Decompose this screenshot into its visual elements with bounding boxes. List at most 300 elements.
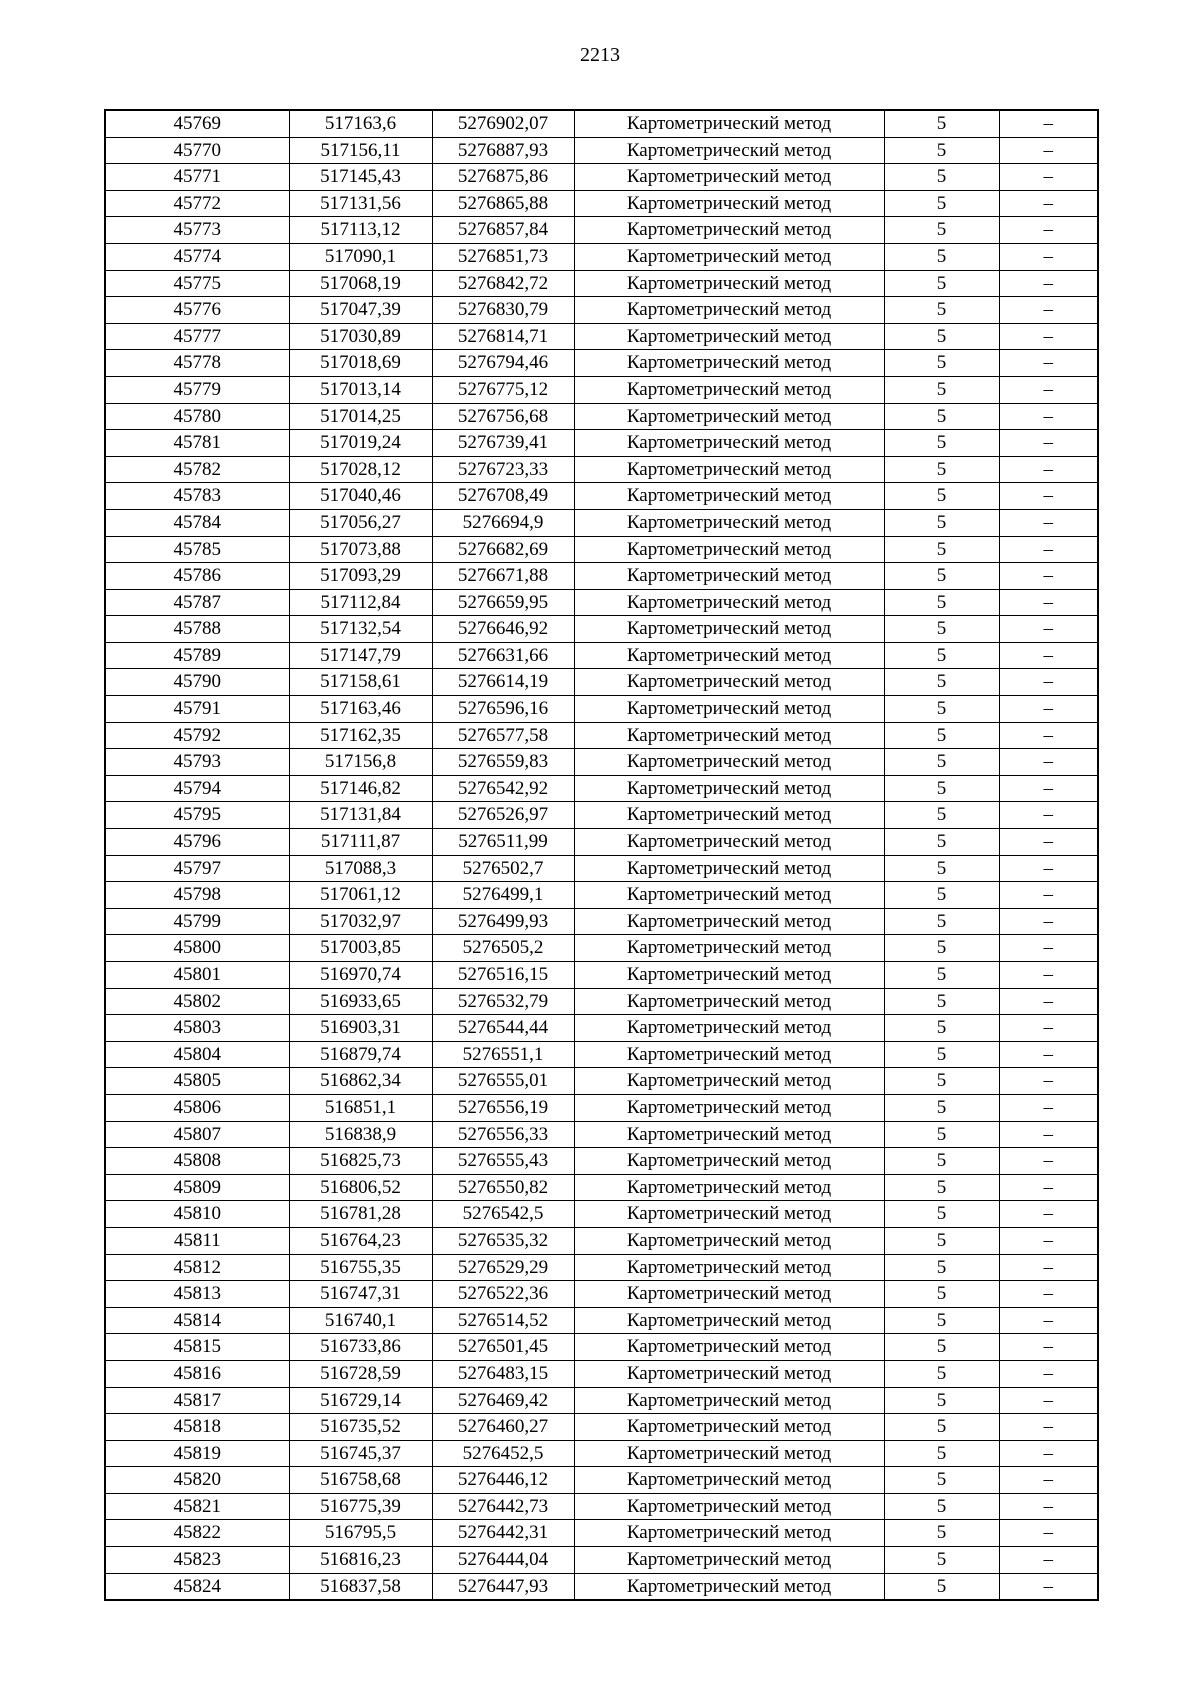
x-coordinate-cell: 517156,8 bbox=[289, 749, 432, 776]
y-coordinate-cell: 5276902,07 bbox=[432, 110, 574, 137]
point-number-cell: 45776 bbox=[105, 297, 289, 324]
accuracy-cell: 5 bbox=[884, 1041, 999, 1068]
point-number-cell: 45787 bbox=[105, 589, 289, 616]
accuracy-cell: 5 bbox=[884, 1334, 999, 1361]
note-cell: – bbox=[999, 775, 1098, 802]
note-cell: – bbox=[999, 270, 1098, 297]
accuracy-cell: 5 bbox=[884, 882, 999, 909]
table-row bbox=[105, 1068, 1098, 1095]
x-coordinate-cell: 517028,12 bbox=[289, 456, 432, 483]
accuracy-cell: 5 bbox=[884, 456, 999, 483]
x-coordinate-cell: 516735,52 bbox=[289, 1414, 432, 1441]
point-number-cell: 45809 bbox=[105, 1174, 289, 1201]
note-cell: – bbox=[999, 297, 1098, 324]
note-cell: – bbox=[999, 1121, 1098, 1148]
y-coordinate-cell: 5276708,49 bbox=[432, 483, 574, 510]
accuracy-cell: 5 bbox=[884, 483, 999, 510]
y-coordinate-cell: 5276694,9 bbox=[432, 509, 574, 536]
note-cell: – bbox=[999, 908, 1098, 935]
method-cell: Картометрический метод bbox=[574, 855, 884, 882]
accuracy-cell: 5 bbox=[884, 190, 999, 217]
y-coordinate-cell: 5276814,71 bbox=[432, 323, 574, 350]
table-row bbox=[105, 882, 1098, 909]
method-cell: Картометрический метод bbox=[574, 775, 884, 802]
point-number-cell: 45804 bbox=[105, 1041, 289, 1068]
method-cell: Картометрический метод bbox=[574, 962, 884, 989]
note-cell: – bbox=[999, 323, 1098, 350]
accuracy-cell: 5 bbox=[884, 297, 999, 324]
note-cell: – bbox=[999, 509, 1098, 536]
accuracy-cell: 5 bbox=[884, 430, 999, 457]
y-coordinate-cell: 5276631,66 bbox=[432, 642, 574, 669]
table-row bbox=[105, 1334, 1098, 1361]
point-number-cell: 45785 bbox=[105, 536, 289, 563]
note-cell: – bbox=[999, 1041, 1098, 1068]
x-coordinate-cell: 517145,43 bbox=[289, 164, 432, 191]
x-coordinate-cell: 516729,14 bbox=[289, 1387, 432, 1414]
table-row bbox=[105, 616, 1098, 643]
method-cell: Картометрический метод bbox=[574, 1254, 884, 1281]
point-number-cell: 45792 bbox=[105, 722, 289, 749]
note-cell: – bbox=[999, 110, 1098, 137]
y-coordinate-cell: 5276794,46 bbox=[432, 350, 574, 377]
x-coordinate-cell: 516862,34 bbox=[289, 1068, 432, 1095]
y-coordinate-cell: 5276556,19 bbox=[432, 1094, 574, 1121]
note-cell: – bbox=[999, 190, 1098, 217]
coordinates-table-body bbox=[105, 110, 1098, 1600]
note-cell: – bbox=[999, 988, 1098, 1015]
note-cell: – bbox=[999, 642, 1098, 669]
point-number-cell: 45769 bbox=[105, 110, 289, 137]
method-cell: Картометрический метод bbox=[574, 1094, 884, 1121]
table-row bbox=[105, 456, 1098, 483]
y-coordinate-cell: 5276646,92 bbox=[432, 616, 574, 643]
x-coordinate-cell: 517030,89 bbox=[289, 323, 432, 350]
x-coordinate-cell: 517146,82 bbox=[289, 775, 432, 802]
accuracy-cell: 5 bbox=[884, 563, 999, 590]
table-row bbox=[105, 1493, 1098, 1520]
x-coordinate-cell: 516795,5 bbox=[289, 1520, 432, 1547]
x-coordinate-cell: 517003,85 bbox=[289, 935, 432, 962]
accuracy-cell: 5 bbox=[884, 1254, 999, 1281]
y-coordinate-cell: 5276865,88 bbox=[432, 190, 574, 217]
accuracy-cell: 5 bbox=[884, 616, 999, 643]
note-cell: – bbox=[999, 669, 1098, 696]
point-number-cell: 45798 bbox=[105, 882, 289, 909]
table-row bbox=[105, 802, 1098, 829]
point-number-cell: 45784 bbox=[105, 509, 289, 536]
accuracy-cell: 5 bbox=[884, 1307, 999, 1334]
point-number-cell: 45800 bbox=[105, 935, 289, 962]
point-number-cell: 45824 bbox=[105, 1573, 289, 1600]
point-number-cell: 45806 bbox=[105, 1094, 289, 1121]
accuracy-cell: 5 bbox=[884, 642, 999, 669]
x-coordinate-cell: 516740,1 bbox=[289, 1307, 432, 1334]
note-cell: – bbox=[999, 1227, 1098, 1254]
point-number-cell: 45794 bbox=[105, 775, 289, 802]
x-coordinate-cell: 517073,88 bbox=[289, 536, 432, 563]
point-number-cell: 45818 bbox=[105, 1414, 289, 1441]
point-number-cell: 45815 bbox=[105, 1334, 289, 1361]
accuracy-cell: 5 bbox=[884, 669, 999, 696]
y-coordinate-cell: 5276505,2 bbox=[432, 935, 574, 962]
point-number-cell: 45814 bbox=[105, 1307, 289, 1334]
method-cell: Картометрический метод bbox=[574, 1547, 884, 1574]
note-cell: – bbox=[999, 1467, 1098, 1494]
x-coordinate-cell: 516837,58 bbox=[289, 1573, 432, 1600]
table-row bbox=[105, 1440, 1098, 1467]
note-cell: – bbox=[999, 1307, 1098, 1334]
note-cell: – bbox=[999, 430, 1098, 457]
accuracy-cell: 5 bbox=[884, 164, 999, 191]
y-coordinate-cell: 5276502,7 bbox=[432, 855, 574, 882]
x-coordinate-cell: 516970,74 bbox=[289, 962, 432, 989]
method-cell: Картометрический метод bbox=[574, 829, 884, 856]
accuracy-cell: 5 bbox=[884, 1227, 999, 1254]
table-row bbox=[105, 323, 1098, 350]
table-row bbox=[105, 749, 1098, 776]
point-number-cell: 45819 bbox=[105, 1440, 289, 1467]
x-coordinate-cell: 517056,27 bbox=[289, 509, 432, 536]
x-coordinate-cell: 516728,59 bbox=[289, 1360, 432, 1387]
method-cell: Картометрический метод bbox=[574, 350, 884, 377]
table-row bbox=[105, 935, 1098, 962]
table-row bbox=[105, 563, 1098, 590]
point-number-cell: 45807 bbox=[105, 1121, 289, 1148]
note-cell: – bbox=[999, 722, 1098, 749]
y-coordinate-cell: 5276723,33 bbox=[432, 456, 574, 483]
note-cell: – bbox=[999, 802, 1098, 829]
x-coordinate-cell: 516825,73 bbox=[289, 1148, 432, 1175]
x-coordinate-cell: 517112,84 bbox=[289, 589, 432, 616]
note-cell: – bbox=[999, 1414, 1098, 1441]
x-coordinate-cell: 517014,25 bbox=[289, 403, 432, 430]
note-cell: – bbox=[999, 1573, 1098, 1600]
table-row bbox=[105, 1281, 1098, 1308]
note-cell: – bbox=[999, 1015, 1098, 1042]
note-cell: – bbox=[999, 1547, 1098, 1574]
table-row bbox=[105, 1148, 1098, 1175]
method-cell: Картометрический метод bbox=[574, 1148, 884, 1175]
y-coordinate-cell: 5276447,93 bbox=[432, 1573, 574, 1600]
coordinates-table bbox=[104, 109, 1099, 1601]
x-coordinate-cell: 516733,86 bbox=[289, 1334, 432, 1361]
y-coordinate-cell: 5276559,83 bbox=[432, 749, 574, 776]
x-coordinate-cell: 517163,6 bbox=[289, 110, 432, 137]
y-coordinate-cell: 5276516,15 bbox=[432, 962, 574, 989]
point-number-cell: 45780 bbox=[105, 403, 289, 430]
accuracy-cell: 5 bbox=[884, 270, 999, 297]
accuracy-cell: 5 bbox=[884, 1547, 999, 1574]
method-cell: Картометрический метод bbox=[574, 1174, 884, 1201]
y-coordinate-cell: 5276544,44 bbox=[432, 1015, 574, 1042]
y-coordinate-cell: 5276775,12 bbox=[432, 376, 574, 403]
x-coordinate-cell: 517018,69 bbox=[289, 350, 432, 377]
y-coordinate-cell: 5276535,32 bbox=[432, 1227, 574, 1254]
accuracy-cell: 5 bbox=[884, 403, 999, 430]
method-cell: Картометрический метод bbox=[574, 430, 884, 457]
table-row bbox=[105, 110, 1098, 137]
note-cell: – bbox=[999, 616, 1098, 643]
x-coordinate-cell: 516903,31 bbox=[289, 1015, 432, 1042]
y-coordinate-cell: 5276446,12 bbox=[432, 1467, 574, 1494]
method-cell: Картометрический метод bbox=[574, 1520, 884, 1547]
table-row bbox=[105, 403, 1098, 430]
point-number-cell: 45788 bbox=[105, 616, 289, 643]
note-cell: – bbox=[999, 1094, 1098, 1121]
method-cell: Картометрический метод bbox=[574, 509, 884, 536]
point-number-cell: 45793 bbox=[105, 749, 289, 776]
y-coordinate-cell: 5276682,69 bbox=[432, 536, 574, 563]
table-row bbox=[105, 1041, 1098, 1068]
method-cell: Картометрический метод bbox=[574, 190, 884, 217]
method-cell: Картометрический метод bbox=[574, 1041, 884, 1068]
x-coordinate-cell: 517047,39 bbox=[289, 297, 432, 324]
method-cell: Картометрический метод bbox=[574, 403, 884, 430]
accuracy-cell: 5 bbox=[884, 988, 999, 1015]
y-coordinate-cell: 5276842,72 bbox=[432, 270, 574, 297]
point-number-cell: 45779 bbox=[105, 376, 289, 403]
method-cell: Картометрический метод bbox=[574, 456, 884, 483]
table-row bbox=[105, 1201, 1098, 1228]
accuracy-cell: 5 bbox=[884, 1121, 999, 1148]
y-coordinate-cell: 5276851,73 bbox=[432, 243, 574, 270]
method-cell: Картометрический метод bbox=[574, 722, 884, 749]
method-cell: Картометрический метод bbox=[574, 1467, 884, 1494]
table-row bbox=[105, 1547, 1098, 1574]
y-coordinate-cell: 5276529,29 bbox=[432, 1254, 574, 1281]
y-coordinate-cell: 5276501,45 bbox=[432, 1334, 574, 1361]
table-row bbox=[105, 1307, 1098, 1334]
y-coordinate-cell: 5276511,99 bbox=[432, 829, 574, 856]
method-cell: Картометрический метод bbox=[574, 1573, 884, 1600]
note-cell: – bbox=[999, 935, 1098, 962]
table-row bbox=[105, 536, 1098, 563]
note-cell: – bbox=[999, 1254, 1098, 1281]
method-cell: Картометрический метод bbox=[574, 1307, 884, 1334]
method-cell: Картометрический метод bbox=[574, 749, 884, 776]
x-coordinate-cell: 517088,3 bbox=[289, 855, 432, 882]
table-row bbox=[105, 509, 1098, 536]
table-row bbox=[105, 988, 1098, 1015]
point-number-cell: 45782 bbox=[105, 456, 289, 483]
note-cell: – bbox=[999, 1493, 1098, 1520]
accuracy-cell: 5 bbox=[884, 1068, 999, 1095]
y-coordinate-cell: 5276555,43 bbox=[432, 1148, 574, 1175]
y-coordinate-cell: 5276522,36 bbox=[432, 1281, 574, 1308]
point-number-cell: 45775 bbox=[105, 270, 289, 297]
y-coordinate-cell: 5276556,33 bbox=[432, 1121, 574, 1148]
accuracy-cell: 5 bbox=[884, 1467, 999, 1494]
y-coordinate-cell: 5276739,41 bbox=[432, 430, 574, 457]
point-number-cell: 45796 bbox=[105, 829, 289, 856]
x-coordinate-cell: 517147,79 bbox=[289, 642, 432, 669]
accuracy-cell: 5 bbox=[884, 962, 999, 989]
point-number-cell: 45816 bbox=[105, 1360, 289, 1387]
accuracy-cell: 5 bbox=[884, 110, 999, 137]
accuracy-cell: 5 bbox=[884, 350, 999, 377]
y-coordinate-cell: 5276596,16 bbox=[432, 696, 574, 723]
point-number-cell: 45802 bbox=[105, 988, 289, 1015]
accuracy-cell: 5 bbox=[884, 1094, 999, 1121]
point-number-cell: 45795 bbox=[105, 802, 289, 829]
page-number: 2213 bbox=[580, 44, 620, 66]
accuracy-cell: 5 bbox=[884, 1573, 999, 1600]
y-coordinate-cell: 5276577,58 bbox=[432, 722, 574, 749]
point-number-cell: 45772 bbox=[105, 190, 289, 217]
method-cell: Картометрический метод bbox=[574, 217, 884, 244]
table-row bbox=[105, 483, 1098, 510]
accuracy-cell: 5 bbox=[884, 589, 999, 616]
table-row bbox=[105, 722, 1098, 749]
y-coordinate-cell: 5276483,15 bbox=[432, 1360, 574, 1387]
table-row bbox=[105, 1254, 1098, 1281]
point-number-cell: 45817 bbox=[105, 1387, 289, 1414]
method-cell: Картометрический метод bbox=[574, 1360, 884, 1387]
method-cell: Картометрический метод bbox=[574, 1068, 884, 1095]
point-number-cell: 45799 bbox=[105, 908, 289, 935]
method-cell: Картометрический метод bbox=[574, 1227, 884, 1254]
x-coordinate-cell: 517132,54 bbox=[289, 616, 432, 643]
method-cell: Картометрический метод bbox=[574, 1414, 884, 1441]
table-row bbox=[105, 1573, 1098, 1600]
x-coordinate-cell: 517019,24 bbox=[289, 430, 432, 457]
method-cell: Картометрический метод bbox=[574, 669, 884, 696]
x-coordinate-cell: 517111,87 bbox=[289, 829, 432, 856]
method-cell: Картометрический метод bbox=[574, 616, 884, 643]
note-cell: – bbox=[999, 1201, 1098, 1228]
accuracy-cell: 5 bbox=[884, 1520, 999, 1547]
table-row bbox=[105, 270, 1098, 297]
accuracy-cell: 5 bbox=[884, 323, 999, 350]
y-coordinate-cell: 5276659,95 bbox=[432, 589, 574, 616]
table-row bbox=[105, 217, 1098, 244]
table-row bbox=[105, 1015, 1098, 1042]
method-cell: Картометрический метод bbox=[574, 908, 884, 935]
note-cell: – bbox=[999, 137, 1098, 164]
point-number-cell: 45773 bbox=[105, 217, 289, 244]
table-row bbox=[105, 1520, 1098, 1547]
accuracy-cell: 5 bbox=[884, 376, 999, 403]
method-cell: Картометрический метод bbox=[574, 297, 884, 324]
accuracy-cell: 5 bbox=[884, 696, 999, 723]
table-row bbox=[105, 669, 1098, 696]
table-row bbox=[105, 1227, 1098, 1254]
point-number-cell: 45774 bbox=[105, 243, 289, 270]
note-cell: – bbox=[999, 563, 1098, 590]
x-coordinate-cell: 517156,11 bbox=[289, 137, 432, 164]
point-number-cell: 45813 bbox=[105, 1281, 289, 1308]
x-coordinate-cell: 516879,74 bbox=[289, 1041, 432, 1068]
method-cell: Картометрический метод bbox=[574, 589, 884, 616]
point-number-cell: 45781 bbox=[105, 430, 289, 457]
note-cell: – bbox=[999, 1440, 1098, 1467]
note-cell: – bbox=[999, 1387, 1098, 1414]
method-cell: Картометрический метод bbox=[574, 270, 884, 297]
accuracy-cell: 5 bbox=[884, 829, 999, 856]
accuracy-cell: 5 bbox=[884, 855, 999, 882]
x-coordinate-cell: 516851,1 bbox=[289, 1094, 432, 1121]
note-cell: – bbox=[999, 1174, 1098, 1201]
point-number-cell: 45812 bbox=[105, 1254, 289, 1281]
method-cell: Картометрический метод bbox=[574, 935, 884, 962]
note-cell: – bbox=[999, 696, 1098, 723]
accuracy-cell: 5 bbox=[884, 1148, 999, 1175]
accuracy-cell: 5 bbox=[884, 722, 999, 749]
y-coordinate-cell: 5276830,79 bbox=[432, 297, 574, 324]
x-coordinate-cell: 516745,37 bbox=[289, 1440, 432, 1467]
method-cell: Картометрический метод bbox=[574, 536, 884, 563]
method-cell: Картометрический метод bbox=[574, 882, 884, 909]
accuracy-cell: 5 bbox=[884, 1387, 999, 1414]
point-number-cell: 45790 bbox=[105, 669, 289, 696]
table-row bbox=[105, 1121, 1098, 1148]
method-cell: Картометрический метод bbox=[574, 137, 884, 164]
note-cell: – bbox=[999, 1281, 1098, 1308]
accuracy-cell: 5 bbox=[884, 1174, 999, 1201]
x-coordinate-cell: 516781,28 bbox=[289, 1201, 432, 1228]
note-cell: – bbox=[999, 749, 1098, 776]
table-row bbox=[105, 589, 1098, 616]
table-row bbox=[105, 1174, 1098, 1201]
note-cell: – bbox=[999, 164, 1098, 191]
x-coordinate-cell: 517163,46 bbox=[289, 696, 432, 723]
accuracy-cell: 5 bbox=[884, 536, 999, 563]
y-coordinate-cell: 5276442,31 bbox=[432, 1520, 574, 1547]
x-coordinate-cell: 517061,12 bbox=[289, 882, 432, 909]
x-coordinate-cell: 517040,46 bbox=[289, 483, 432, 510]
table-row bbox=[105, 376, 1098, 403]
point-number-cell: 45810 bbox=[105, 1201, 289, 1228]
accuracy-cell: 5 bbox=[884, 935, 999, 962]
table-row bbox=[105, 1467, 1098, 1494]
x-coordinate-cell: 516747,31 bbox=[289, 1281, 432, 1308]
note-cell: – bbox=[999, 536, 1098, 563]
table-row bbox=[105, 164, 1098, 191]
accuracy-cell: 5 bbox=[884, 1493, 999, 1520]
x-coordinate-cell: 516816,23 bbox=[289, 1547, 432, 1574]
y-coordinate-cell: 5276551,1 bbox=[432, 1041, 574, 1068]
point-number-cell: 45771 bbox=[105, 164, 289, 191]
note-cell: – bbox=[999, 882, 1098, 909]
table-row bbox=[105, 1414, 1098, 1441]
x-coordinate-cell: 516755,35 bbox=[289, 1254, 432, 1281]
y-coordinate-cell: 5276452,5 bbox=[432, 1440, 574, 1467]
note-cell: – bbox=[999, 1360, 1098, 1387]
table-row bbox=[105, 642, 1098, 669]
method-cell: Картометрический метод bbox=[574, 243, 884, 270]
method-cell: Картометрический метод bbox=[574, 164, 884, 191]
x-coordinate-cell: 517032,97 bbox=[289, 908, 432, 935]
table-row bbox=[105, 829, 1098, 856]
y-coordinate-cell: 5276499,1 bbox=[432, 882, 574, 909]
x-coordinate-cell: 517093,29 bbox=[289, 563, 432, 590]
note-cell: – bbox=[999, 376, 1098, 403]
y-coordinate-cell: 5276887,93 bbox=[432, 137, 574, 164]
point-number-cell: 45786 bbox=[105, 563, 289, 590]
x-coordinate-cell: 517131,56 bbox=[289, 190, 432, 217]
accuracy-cell: 5 bbox=[884, 509, 999, 536]
point-number-cell: 45791 bbox=[105, 696, 289, 723]
x-coordinate-cell: 517090,1 bbox=[289, 243, 432, 270]
x-coordinate-cell: 516933,65 bbox=[289, 988, 432, 1015]
y-coordinate-cell: 5276542,92 bbox=[432, 775, 574, 802]
note-cell: – bbox=[999, 350, 1098, 377]
point-number-cell: 45797 bbox=[105, 855, 289, 882]
method-cell: Картометрический метод bbox=[574, 1440, 884, 1467]
y-coordinate-cell: 5276875,86 bbox=[432, 164, 574, 191]
note-cell: – bbox=[999, 1334, 1098, 1361]
